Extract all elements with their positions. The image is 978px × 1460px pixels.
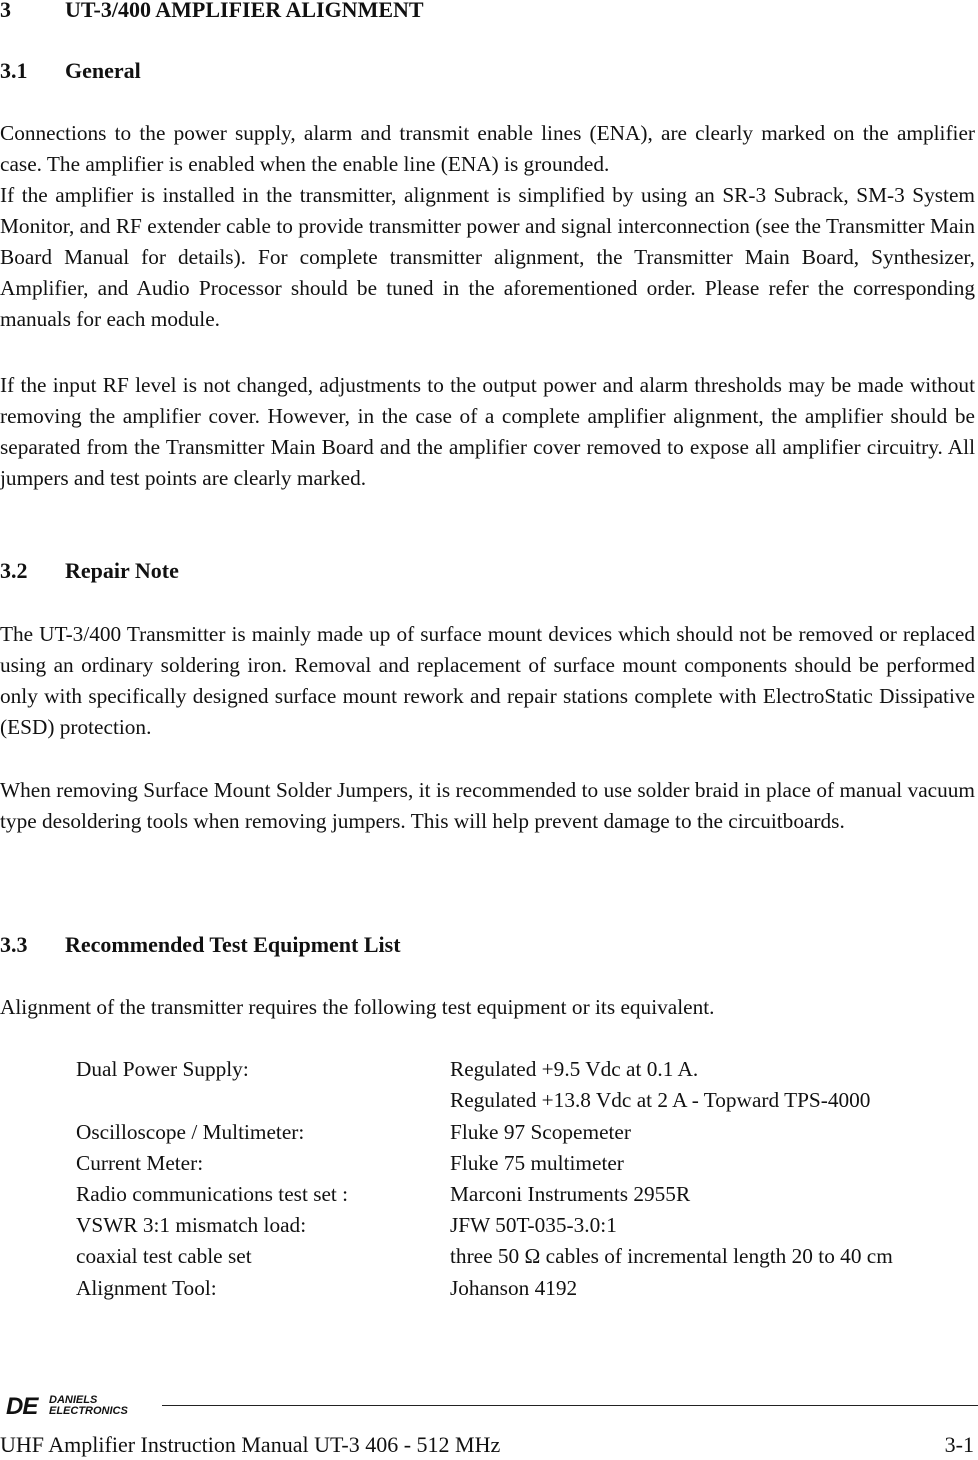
equipment-label: VSWR 3:1 mismatch load: [76,1213,307,1237]
equipment-value: three 50 Ω cables of incremental length 20 to 40 cm [450,1244,893,1268]
paragraph-repair-1: The UT-3/400 Transmitter is mainly made up of surface mount devices which should not be removed or replaced using an ordinary soldering iron. Removal and replacement of surface mount components should be performed only with specifically designed surface mount rework and repair stations complete with ElectroStatic Dissipative (ESD) protection. [0,622,975,739]
section-heading [0,0,424,23]
paragraph-repair-2: When removing Surface Mount Solder Jumpers, it is recommended to use solder braid in place of manual vacuum type desoldering tools when removing jumpers. This will help prevent damage to the circuitboards. [0,778,975,833]
equipment-label: coaxial test cable set [76,1244,252,1268]
equipment-value: Fluke 75 multimeter [450,1151,624,1175]
equipment-label: Alignment Tool: [76,1276,217,1300]
equipment-label: Dual Power Supply: [76,1057,249,1081]
equipment-value: Regulated +9.5 Vdc at 0.1 A. [450,1057,699,1081]
equipment-label: Radio communications test set : [76,1182,349,1206]
paragraph-equipment-intro: Alignment of the transmitter requires the following test equipment or its equivalent. [0,995,715,1019]
logo-line-electronics: ELECTRONICS [49,1405,128,1417]
equipment-value: JFW 50T-035-3.0:1 [450,1213,617,1237]
equipment-label: Oscilloscope / Multimeter: [76,1120,305,1144]
footer-divider [162,1405,978,1406]
heading-3-3 [0,932,401,958]
section-title: UT-3/400 AMPLIFIER ALIGNMENT [65,0,424,22]
footer-manual-title: UHF Amplifier Instruction Manual UT-3 406 - 512 MHz [0,1432,501,1457]
equipment-value: Fluke 97 Scopemeter [450,1120,631,1144]
footer-page-number: 3-1 [944,1432,974,1457]
logo-line-daniels: DANIELS [49,1394,98,1406]
heading-number: 3.2 [0,558,28,583]
heading-title: General [65,58,141,83]
section-number: 3 [0,0,11,22]
heading-title: Recommended Test Equipment List [65,932,401,957]
paragraph-general-3: If the input RF level is not changed, adjustments to the output power and alarm thresholds may be made without removing the amplifier cover. However, in the case of a complete amplifier alignment, the amplifier should be separated from the Transmitter Main Board and the amplifier cover removed to expose all amplifier circuitry. All jumpers and test points are clearly marked. [0,373,975,490]
heading-3-1 [0,58,141,84]
heading-number: 3.1 [0,58,28,83]
equipment-value: Marconi Instruments 2955R [450,1182,691,1206]
heading-3-2 [0,558,179,584]
equipment-label: Current Meter: [76,1151,204,1175]
heading-title: Repair Note [65,558,179,583]
paragraph-general-2: If the amplifier is installed in the transmitter, alignment is simplified by using an SR-3 Subrack, SM-3 System Monitor, and RF extender cable to provide transmitter power and signal interconnection (see the Transmitter Main Board Manual for details). For complete transmitter alignment, the Transmitter Main Board, Synthesizer, Amplifier, and Audio Processor should be tuned in the aforementioned order. Please refer the corresponding manuals for each module. [0,183,975,331]
paragraph-general-1: Connections to the power supply, alarm and transmit enable lines (ENA), are clearly marked on the amplifier case. The amplifier is enabled when the enable line (ENA) is grounded. [0,121,975,176]
equipment-value: Regulated +13.8 Vdc at 2 A - Topward TPS-4000 [450,1088,871,1112]
heading-number: 3.3 [0,932,28,957]
logo-mark: DE [6,1393,38,1420]
equipment-value: Johanson 4192 [450,1276,578,1300]
